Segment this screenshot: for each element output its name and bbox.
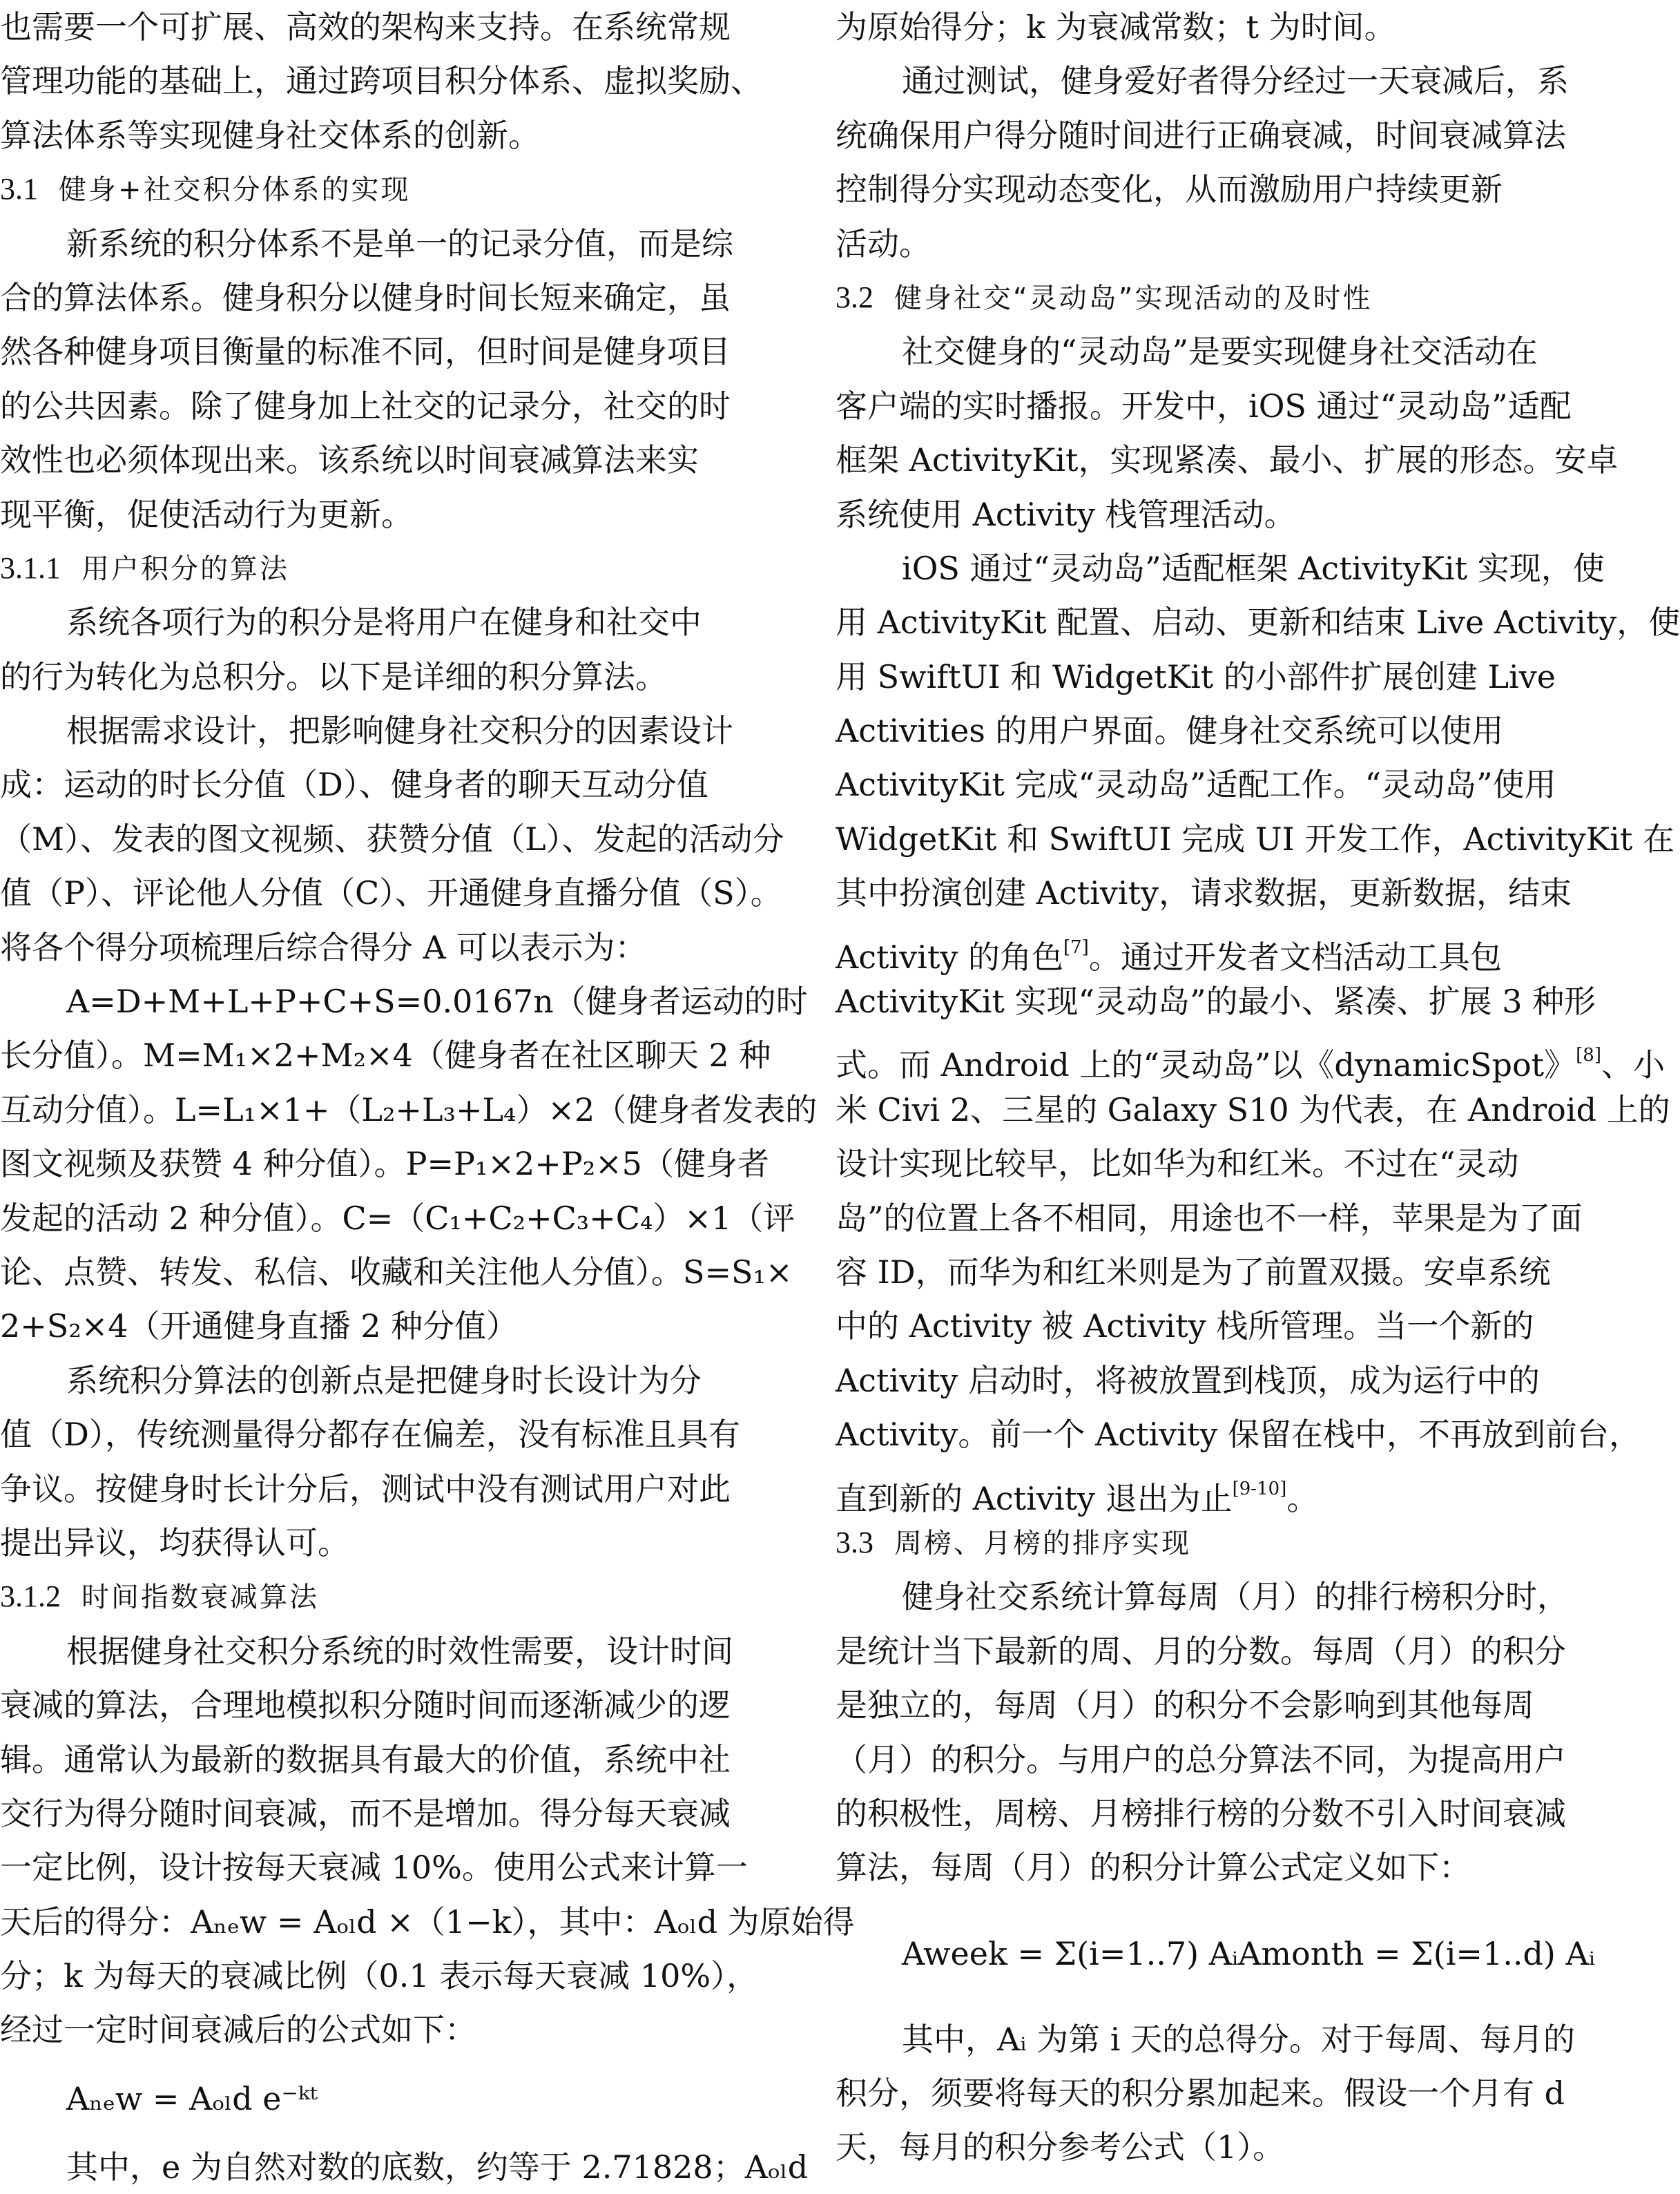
line-text: 互动分值）。L=L₁×1+（L₂+L₃+L₄）×2（健身者发表的 xyxy=(0,1090,818,1128)
line-text: 图文视频及获赞 4 种分值）。P=P₁×2+P₂×5（健身者 xyxy=(0,1145,769,1183)
line-text: 根据健身社交积分系统的时效性需要，设计时间 xyxy=(66,1632,733,1670)
section-title: 健身社交“灵动岛”实现活动的及时性 xyxy=(894,282,1373,314)
text-line xyxy=(836,488,1601,541)
text-line xyxy=(0,1624,765,1678)
text-line xyxy=(836,2120,1601,2174)
line-text: 成：运动的时长分值（D）、健身者的聊天互动分值 xyxy=(0,766,708,804)
line-text: 控制得分实现动态变化，从而激励用户持续更新 xyxy=(836,171,1503,209)
line-text: 用 SwiftUI 和 WidgetKit 的小部件扩展创建 Live xyxy=(836,657,1556,695)
text-line xyxy=(0,704,765,758)
text-line xyxy=(0,650,765,704)
line-text: 2+S₂×4（开通健身直播 2 种分值） xyxy=(0,1307,519,1345)
section-title: 周榜、月榜的排序实现 xyxy=(894,1527,1191,1559)
text-line xyxy=(0,1028,771,1082)
text-line xyxy=(0,2140,809,2194)
text-line xyxy=(0,108,765,162)
line-text: ActivityKit 实现“灵动岛”的最小、紧凑、扩展 3 种形 xyxy=(836,983,1596,1021)
line-text: 值（D），传统测量得分都存在偏差，没有标准且具有 xyxy=(0,1416,740,1454)
text-line xyxy=(836,1733,1601,1787)
citation-ref: [7] xyxy=(1063,936,1089,958)
text-line xyxy=(0,1949,765,2003)
line-text: 根据需求设计，把影响健身社交积分的因素设计 xyxy=(66,712,733,750)
section-title: 时间指数衰减算法 xyxy=(81,1581,319,1614)
text-line xyxy=(0,1299,765,1353)
line-text: 是独立的，每周（月）的积分不会影响到其他每周 xyxy=(836,1686,1534,1724)
text-line xyxy=(836,1462,1601,1516)
text-line xyxy=(0,595,765,649)
text-line xyxy=(0,1137,769,1191)
section-heading xyxy=(0,1570,765,1624)
text-line xyxy=(836,379,1601,433)
line-text: 健身社交系统计算每周（月）的排行榜积分时， xyxy=(902,1578,1569,1616)
line-text: 系统积分算法的创新点是把健身时长设计为分 xyxy=(66,1361,702,1399)
text-line xyxy=(836,1137,1601,1191)
section-number: 3.1.2 xyxy=(0,1579,61,1614)
line-text: 统确保用户得分随时间进行正确衰减，时间衰减算法 xyxy=(836,116,1566,154)
line-text: （月）的积分。与用户的总分算法不同，为提高用户 xyxy=(836,1740,1566,1778)
line-text: Activities 的用户界面。健身社交系统可以使用 xyxy=(836,712,1504,750)
line-text: 直到新的 Activity 退出为止 xyxy=(836,1479,1233,1517)
text-line xyxy=(0,1516,765,1570)
text-line xyxy=(0,1678,765,1732)
line-text: 长分值）。M=M₁×2+M₂×4（健身者在社区聊天 2 种 xyxy=(0,1037,771,1075)
section-number: 3.3 xyxy=(836,1525,873,1559)
text-line xyxy=(836,595,1680,649)
text-line xyxy=(836,325,1601,378)
line-text: A=D+M+L+P+C+S=0.0167n（健身者运动的时 xyxy=(66,983,808,1021)
line-text: 为原始得分；k 为衰减常数；t 为时间。 xyxy=(836,8,1396,46)
section-number: 3.1 xyxy=(0,172,38,206)
text-line xyxy=(836,1407,1641,1461)
section-heading xyxy=(0,162,765,216)
line-text: （M）、发表的图文视频、获赞分值（L）、发起的活动分 xyxy=(0,820,784,858)
line-text: 天，每月的积分参考公式（1）。 xyxy=(836,2128,1285,2166)
line-text: 系统使用 Activity 栈管理活动。 xyxy=(836,495,1296,533)
text-line xyxy=(836,1787,1601,1840)
line-text: 也需要一个可扩展、高效的架构来支持。在系统常规 xyxy=(0,8,731,46)
text-line xyxy=(0,1245,793,1299)
text-line xyxy=(836,812,1674,866)
text-line xyxy=(836,1245,1601,1299)
line-text: 的行为转化为总积分。以下是详细的积分算法。 xyxy=(0,657,667,695)
line-text: 天后的得分：Aₙₑw = Aₒₗd ×（1−k），其中：Aₒₗd 为原始得 xyxy=(0,1903,855,1941)
line-text: 将各个得分项梳理后综合得分 A 可以表示为： xyxy=(0,928,647,966)
text-line xyxy=(836,108,1601,162)
line-text: 管理功能的基础上，通过跨项目积分体系、虚拟奖励、 xyxy=(0,62,762,100)
text-line xyxy=(0,1733,765,1787)
section-number: 3.2 xyxy=(836,280,873,314)
text-line xyxy=(0,921,765,974)
line-text: WidgetKit 和 SwiftUI 完成 UI 开发工作，ActivityKit 在 xyxy=(836,820,1674,858)
line-text: 新系统的积分体系不是单一的记录分值，而是综 xyxy=(66,224,733,262)
text-line xyxy=(836,433,1619,487)
line-text: 是统计当下最新的周、月的分数。每周（月）的积分 xyxy=(836,1632,1566,1670)
line-text: 论、点赞、转发、私信、收藏和关注他人分值）。S=S₁× xyxy=(0,1253,793,1291)
citation-ref: [9-10] xyxy=(1232,1478,1287,1499)
line-text: 算法体系等实现健身社交体系的创新。 xyxy=(0,116,540,154)
line-text: 设计实现比较早，比如华为和红米。不过在“灵动 xyxy=(836,1145,1519,1183)
line-text: 值（P）、评论他人分值（C）、开通健身直播分值（S）。 xyxy=(0,874,782,912)
line-text: Activity。前一个 Activity 保留在栈中，不再放到前台， xyxy=(836,1416,1641,1454)
line-text-after: 、小 xyxy=(1601,1046,1665,1084)
text-line xyxy=(836,1191,1601,1245)
line-text: 辑。通常认为最新的数据具有最大的价值，系统中社 xyxy=(0,1740,731,1778)
line-text: 中的 Activity 被 Activity 栈所管理。当一个新的 xyxy=(836,1307,1534,1345)
line-text: 岛”的位置上各不相同，用途也不一样，苹果是为了面 xyxy=(836,1199,1583,1237)
text-line xyxy=(0,379,765,433)
text-line xyxy=(836,2012,1601,2066)
line-text: ActivityKit 完成“灵动岛”适配工作。“灵动岛”使用 xyxy=(836,766,1556,804)
line-text: 社交健身的“灵动岛”是要实现健身社交活动在 xyxy=(902,333,1538,371)
line-text: 一定比例，设计按每天衰减 10%。使用公式来计算一 xyxy=(0,1849,748,1887)
line-text: Activity 启动时，将被放置到栈顶，成为运行中的 xyxy=(836,1361,1540,1399)
line-text: 式。而 Android 上的“灵动岛”以《dynamicSpot》 xyxy=(836,1046,1576,1084)
text-line xyxy=(0,1840,765,1894)
equation: Aweek = Σ(i=1..7) AᵢAmonth = Σ(i=1..d) Aᵢ xyxy=(902,1934,1595,1972)
section-heading xyxy=(836,1516,1601,1570)
line-text: 提出异议，均获得认可。 xyxy=(0,1523,349,1561)
text-line xyxy=(0,2003,765,2057)
text-line xyxy=(836,1678,1601,1732)
text-line xyxy=(836,921,1601,974)
text-line xyxy=(836,1624,1601,1678)
line-text: 的积极性，周榜、月榜排行榜的分数不引入时间衰减 xyxy=(836,1794,1566,1832)
text-line xyxy=(0,217,765,271)
line-text: 合的算法体系。健身积分以健身时间长短来确定，虽 xyxy=(0,278,731,316)
text-line xyxy=(836,2066,1601,2120)
text-line xyxy=(0,271,765,325)
text-line xyxy=(836,1840,1601,1894)
line-text: 衰减的算法，合理地模拟积分随时间而逐渐减少的逻 xyxy=(0,1686,731,1724)
text-line xyxy=(836,866,1601,920)
text-line xyxy=(0,812,784,866)
line-text: 分；k 为每天的衰减比例（0.1 表示每天衰减 10%）， xyxy=(0,1957,759,1995)
text-line xyxy=(0,866,782,920)
right-column xyxy=(836,0,1680,2175)
text-line xyxy=(836,217,1601,271)
line-text: 争议。按健身时长计分后，测试中没有测试用户对此 xyxy=(0,1470,731,1508)
text-line xyxy=(836,0,1601,54)
line-text: 活动。 xyxy=(836,224,931,262)
text-line xyxy=(0,1191,795,1245)
section-title: 用户积分的算法 xyxy=(81,552,289,585)
text-line xyxy=(836,1299,1601,1353)
text-line xyxy=(0,758,765,811)
text-line xyxy=(836,1028,1665,1084)
line-text: 系统各项行为的积分是将用户在健身和社交中 xyxy=(66,604,702,642)
text-line xyxy=(0,1787,765,1840)
text-line xyxy=(0,1354,765,1407)
line-text: 交行为得分随时间衰减，而不是增加。得分每天衰减 xyxy=(0,1794,731,1832)
section-title: 健身+社交积分体系的实现 xyxy=(59,174,411,206)
text-line xyxy=(836,974,1601,1028)
line-text: 效性也必须体现出来。该系统以时间衰减算法来实 xyxy=(0,441,699,479)
text-line xyxy=(836,1083,1670,1137)
text-line xyxy=(0,1462,765,1516)
equation: Aₙₑw = Aₒₗd e⁻ᵏᵗ xyxy=(66,2079,318,2117)
text-line xyxy=(836,650,1601,704)
citation-ref: [8] xyxy=(1576,1045,1601,1066)
line-text: 其中，Aᵢ 为第 i 天的总得分。对于每周、每月的 xyxy=(902,2020,1576,2058)
line-text: 的公共因素。除了健身加上社交的记录分，社交的时 xyxy=(0,387,731,425)
text-line xyxy=(836,704,1601,758)
text-line xyxy=(0,1407,765,1461)
text-line xyxy=(0,1083,818,1137)
text-line xyxy=(0,974,808,1028)
line-text: 现平衡，促使活动行为更新。 xyxy=(0,495,413,533)
text-line xyxy=(0,488,765,541)
line-text: 框架 ActivityKit，实现紧凑、最小、扩展的形态。安卓 xyxy=(836,441,1619,479)
line-text: 用 ActivityKit 配置、启动、更新和结束 Live Activity，使 xyxy=(836,604,1680,642)
line-text: Activity 的角色 xyxy=(836,938,1063,976)
text-line xyxy=(0,1895,855,1949)
line-text: 客户端的实时播报。开发中，iOS 通过“灵动岛”适配 xyxy=(836,387,1572,425)
line-text: 其中扮演创建 Activity，请求数据，更新数据，结束 xyxy=(836,874,1572,912)
line-text: iOS 通过“灵动岛”适配框架 ActivityKit 实现，使 xyxy=(902,549,1605,587)
line-text: 通过测试，健身爱好者得分经过一天衰减后，系 xyxy=(902,62,1569,100)
section-number: 3.1.1 xyxy=(0,550,61,585)
line-text: 发起的活动 2 种分值）。C=（C₁+C₂+C₃+C₄）×1（评 xyxy=(0,1199,795,1237)
line-text: 容 ID，而华为和红米则是为了前置双摄。安卓系统 xyxy=(836,1253,1551,1291)
line-text: 然各种健身项目衡量的标准不同，但时间是健身项目 xyxy=(0,333,731,371)
text-line xyxy=(0,0,765,54)
text-line xyxy=(836,162,1601,216)
text-line xyxy=(0,54,765,108)
text-line xyxy=(836,758,1601,811)
line-text-after: 。 xyxy=(1286,1479,1319,1517)
line-text: 积分，须要将每天的积分累加起来。假设一个月有 d xyxy=(836,2075,1565,2113)
text-line xyxy=(836,54,1601,108)
text-line xyxy=(0,433,765,487)
line-text: 算法，每周（月）的积分计算公式定义如下： xyxy=(836,1849,1471,1887)
line-text: 米 Civi 2、三星的 Galaxy S10 为代表，在 Android 上的 xyxy=(836,1090,1670,1128)
section-heading xyxy=(0,541,765,595)
line-text-after: 。通过开发者文档活动工具包 xyxy=(1088,938,1502,976)
text-line xyxy=(0,325,765,378)
line-text: 其中，e 为自然对数的底数，约等于 2.71828；Aₒₗd xyxy=(66,2148,809,2186)
text-line xyxy=(836,1354,1601,1407)
line-text: 经过一定时间衰减后的公式如下： xyxy=(0,2011,476,2049)
text-line xyxy=(836,541,1605,595)
text-line xyxy=(836,1570,1601,1624)
section-heading xyxy=(836,271,1601,325)
